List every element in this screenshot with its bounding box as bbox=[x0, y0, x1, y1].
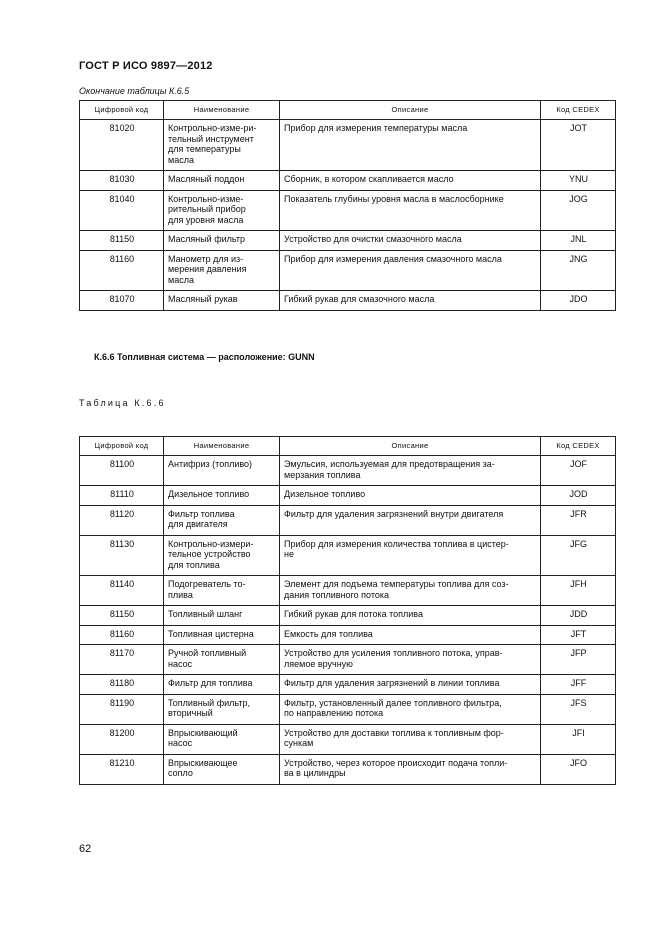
column-header-description: Описание bbox=[280, 437, 541, 456]
description-cell: Устройство для усиления топливного потока, управ- ляемое вручную bbox=[280, 645, 541, 675]
table-row bbox=[80, 231, 616, 251]
description-cell: Гибкий рукав для потока топлива bbox=[280, 606, 541, 626]
table-caption: Таблица К.6.6 bbox=[79, 398, 166, 408]
table-row bbox=[80, 606, 616, 626]
column-header-cedex: Код CEDEX bbox=[541, 101, 616, 120]
cedex-cell: JOG bbox=[541, 190, 616, 231]
table-row bbox=[80, 645, 616, 675]
description-cell: Гибкий рукав для смазочного масла bbox=[280, 291, 541, 311]
code-cell: 81020 bbox=[80, 120, 164, 171]
table-body bbox=[80, 456, 616, 785]
name-cell: Дизельное топливо bbox=[164, 486, 280, 506]
cedex-cell: JDO bbox=[541, 291, 616, 311]
table-k65-end bbox=[79, 100, 616, 311]
description-cell: Устройство для доставки топлива к топливным фор- сункам bbox=[280, 724, 541, 754]
table-row bbox=[80, 675, 616, 695]
description-cell: Прибор для измерения давления смазочного масла bbox=[280, 250, 541, 291]
table-row bbox=[80, 625, 616, 645]
cedex-cell: JFG bbox=[541, 535, 616, 576]
code-cell: 81190 bbox=[80, 694, 164, 724]
description-cell: Фильтр для удаления загрязнений внутри двигателя bbox=[280, 505, 541, 535]
code-cell: 81120 bbox=[80, 505, 164, 535]
name-cell: Подогреватель то- плива bbox=[164, 576, 280, 606]
code-cell: 81150 bbox=[80, 231, 164, 251]
name-cell: Фильтр топлива для двигателя bbox=[164, 505, 280, 535]
table-row bbox=[80, 754, 616, 784]
name-cell: Контрольно-изме- рительный прибор для уровня масла bbox=[164, 190, 280, 231]
name-cell: Впрыскивающее сопло bbox=[164, 754, 280, 784]
table-row bbox=[80, 190, 616, 231]
table-row bbox=[80, 724, 616, 754]
description-cell: Прибор для измерения температуры масла bbox=[280, 120, 541, 171]
table-row bbox=[80, 456, 616, 486]
description-cell: Показатель глубины уровня масла в маслосборнике bbox=[280, 190, 541, 231]
description-cell: Сборник, в котором скапливается масло bbox=[280, 171, 541, 191]
code-cell: 81030 bbox=[80, 171, 164, 191]
table-row bbox=[80, 694, 616, 724]
code-cell: 81100 bbox=[80, 456, 164, 486]
cedex-cell: JFT bbox=[541, 625, 616, 645]
name-cell: Масляный рукав bbox=[164, 291, 280, 311]
code-cell: 81210 bbox=[80, 754, 164, 784]
table-row bbox=[80, 535, 616, 576]
cedex-cell: JFI bbox=[541, 724, 616, 754]
code-cell: 81170 bbox=[80, 645, 164, 675]
table-row bbox=[80, 505, 616, 535]
code-cell: 81130 bbox=[80, 535, 164, 576]
standard-title: ГОСТ Р ИСО 9897—2012 bbox=[79, 60, 213, 72]
cedex-cell: JFS bbox=[541, 694, 616, 724]
name-cell: Топливный фильтр, вторичный bbox=[164, 694, 280, 724]
code-cell: 81150 bbox=[80, 606, 164, 626]
name-cell: Впрыскивающий насос bbox=[164, 724, 280, 754]
name-cell: Масляный поддон bbox=[164, 171, 280, 191]
code-cell: 81200 bbox=[80, 724, 164, 754]
name-cell: Масляный фильтр bbox=[164, 231, 280, 251]
code-cell: 81160 bbox=[80, 250, 164, 291]
name-cell: Манометр для из- мерения давления масла bbox=[164, 250, 280, 291]
code-cell: 81040 bbox=[80, 190, 164, 231]
table-row bbox=[80, 291, 616, 311]
code-cell: 81160 bbox=[80, 625, 164, 645]
description-cell: Устройство для очистки смазочного масла bbox=[280, 231, 541, 251]
cedex-cell: JFH bbox=[541, 576, 616, 606]
cedex-cell: JFP bbox=[541, 645, 616, 675]
description-cell: Фильтр для удаления загрязнений в линии топлива bbox=[280, 675, 541, 695]
table-k66 bbox=[79, 436, 616, 785]
name-cell: Контрольно-изме-ри- тельный инструмент для температуры масла bbox=[164, 120, 280, 171]
description-cell: Прибор для измерения количества топлива в цистер- не bbox=[280, 535, 541, 576]
cedex-cell: JNG bbox=[541, 250, 616, 291]
table-continuation-caption: Окончание таблицы К.6.5 bbox=[79, 86, 190, 96]
cedex-cell: JFO bbox=[541, 754, 616, 784]
table-row bbox=[80, 486, 616, 506]
table-row bbox=[80, 120, 616, 171]
cedex-cell: JOD bbox=[541, 486, 616, 506]
description-cell: Дизельное топливо bbox=[280, 486, 541, 506]
code-cell: 81110 bbox=[80, 486, 164, 506]
code-cell: 81140 bbox=[80, 576, 164, 606]
column-header-cedex: Код CEDEX bbox=[541, 437, 616, 456]
name-cell: Топливный шланг bbox=[164, 606, 280, 626]
section-heading: К.6.6 Топливная система — расположение: GUNN bbox=[94, 352, 315, 362]
name-cell: Контрольно-измери- тельное устройство для топлива bbox=[164, 535, 280, 576]
cedex-cell: JOT bbox=[541, 120, 616, 171]
name-cell: Топливная цистерна bbox=[164, 625, 280, 645]
description-cell: Емкость для топлива bbox=[280, 625, 541, 645]
column-header-description: Описание bbox=[280, 101, 541, 120]
page-number: 62 bbox=[79, 843, 92, 855]
table-body bbox=[80, 120, 616, 311]
name-cell: Ручной топливный насос bbox=[164, 645, 280, 675]
table-header-row bbox=[80, 101, 616, 120]
description-cell: Фильтр, установленный далее топливного фильтра, по направлению потока bbox=[280, 694, 541, 724]
description-cell: Устройство, через которое происходит подача топли- ва в цилиндры bbox=[280, 754, 541, 784]
description-cell: Эмульсия, используемая для предотвращения за- мерзания топлива bbox=[280, 456, 541, 486]
cedex-cell: JFR bbox=[541, 505, 616, 535]
column-header-name: Наименование bbox=[164, 101, 280, 120]
column-header-code: Цифровой код bbox=[80, 101, 164, 120]
column-header-name: Наименование bbox=[164, 437, 280, 456]
cedex-cell: JOF bbox=[541, 456, 616, 486]
cedex-cell: JDD bbox=[541, 606, 616, 626]
cedex-cell: JFF bbox=[541, 675, 616, 695]
cedex-cell: JNL bbox=[541, 231, 616, 251]
name-cell: Антифриз (топливо) bbox=[164, 456, 280, 486]
table-header-row bbox=[80, 437, 616, 456]
table-row bbox=[80, 576, 616, 606]
description-cell: Элемент для подъема температуры топлива для соз- дания топливного потока bbox=[280, 576, 541, 606]
name-cell: Фильтр для топлива bbox=[164, 675, 280, 695]
table-row bbox=[80, 171, 616, 191]
column-header-code: Цифровой код bbox=[80, 437, 164, 456]
code-cell: 81180 bbox=[80, 675, 164, 695]
table-row bbox=[80, 250, 616, 291]
cedex-cell: YNU bbox=[541, 171, 616, 191]
code-cell: 81070 bbox=[80, 291, 164, 311]
